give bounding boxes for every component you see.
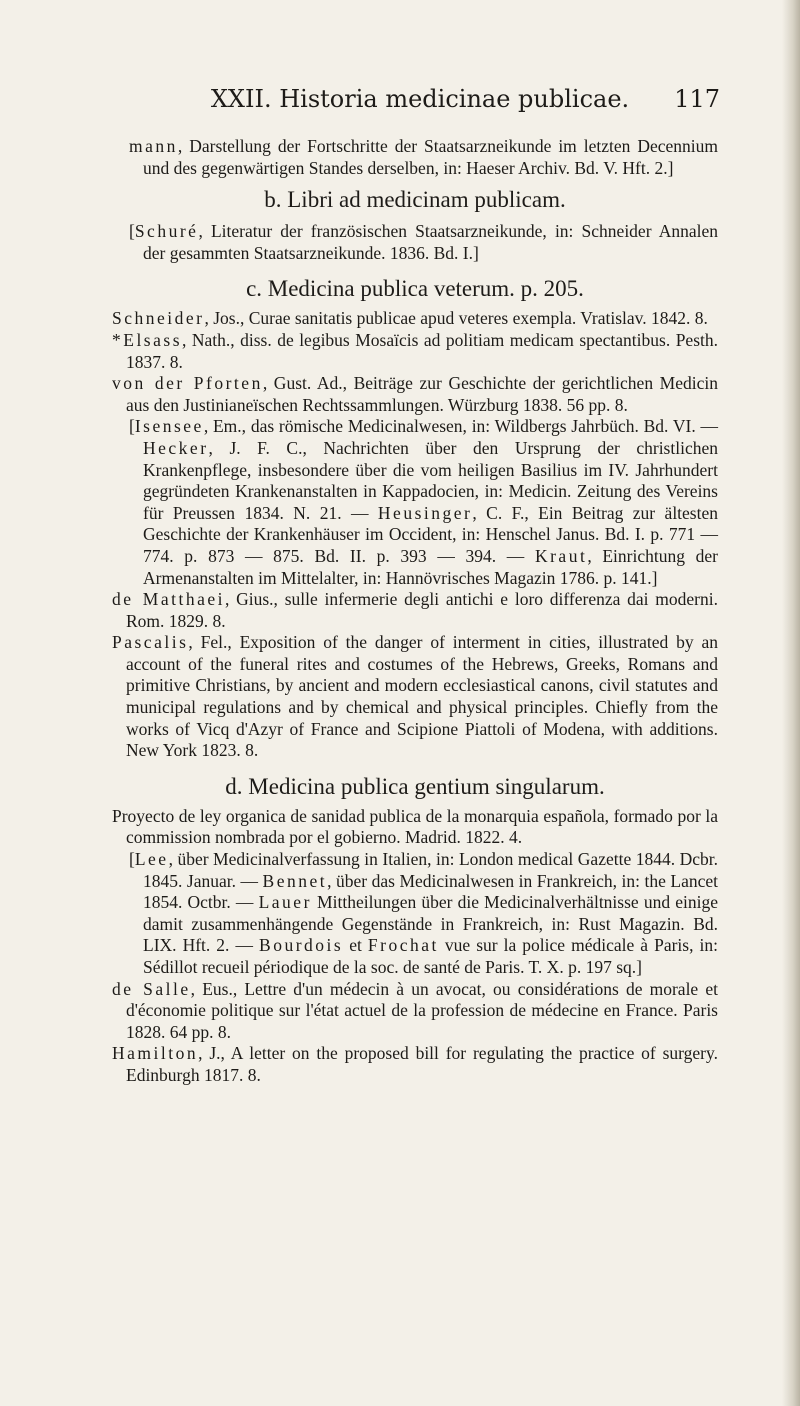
author-name: Lee <box>134 849 169 870</box>
author-name: Pascalis <box>112 632 189 653</box>
author-name: Hamilton <box>112 1043 199 1064</box>
section-heading-c: c. Medicina publica veterum. p. 205. <box>246 276 584 302</box>
author-name: Bourdois <box>259 935 344 956</box>
bibliography-entry: Hamilton, J., A letter on the proposed bill for regulating the practice of surgery. Edinburgh 1817. 8. <box>112 1043 718 1085</box>
page-body <box>112 136 718 1087</box>
author-name: *Elsass <box>112 329 182 350</box>
section-heading-b: b. Libri ad medicinam publicam. <box>264 187 566 213</box>
bracketed-references: [Lee, über Medicinalverfassung in Italien, in: London medical Gazette 1844. Dcbr. 1845. Januar. — Bennet, über das Medicinalwesen in Frankreich, in: the Lancet 1854. Octbr. — Lauer Mittheilungen über die Medicinalverhältnisse und einige damit zusammenhängende Gegenstände in Frankreich, in: Rust Magazin. Bd. LIX. Hft. 2. — Bourdois et Frochat vue sur la police médicale à Paris, in: Sédillot recueil périodique de la soc. de santé de Paris. T. X. p. 197 sq.] <box>129 849 718 977</box>
author-name: Hecker <box>143 437 209 458</box>
author-name: Heusinger <box>377 502 473 523</box>
bibliography-entry: Pascalis, Fel., Exposition of the danger of interment in cities, illustrated by an account of the funeral rites and costumes of the Hebrews, Greeks, Romans and primitive Christians, by ancient and modern ecclesiastical canons, civil statutes and municipal regulations and by chemical and physical principles. Chiefly from the works of Vicq d'Azyr of France and Scipione Piattoli of Modena, with additions. New York 1823. 8. <box>112 632 718 761</box>
bibliography-entry: [Schuré, Literatur der französischen Staatsarzneikunde, in: Schneider Annalen der gesammten Staatsarzneikunde. 1836. Bd. I.] <box>129 221 718 263</box>
bibliography-entry: von der Pforten, Gust. Ad., Beiträge zur Geschichte der gerichtlichen Medicin aus den Justinianeïschen Rechtssammlungen. Würzburg 1838. 56 pp. 8. <box>112 373 718 415</box>
author-name: Frochat <box>367 935 439 956</box>
header-title: XXII. Historia medicinae publicae. <box>210 85 630 113</box>
author-name: mann <box>129 136 178 156</box>
author-name: Kraut <box>534 545 588 566</box>
author-name: Schneider <box>112 308 205 329</box>
author-name: Isensee <box>134 416 204 437</box>
page-number: 117 <box>674 85 720 113</box>
author-name: de Salle <box>112 978 191 999</box>
author-name: Schuré <box>134 221 199 242</box>
author-name: von der Pforten <box>112 373 263 394</box>
bibliography-entry: de Matthaei, Gius., sulle infermerie degli antichi e loro differenza dai moderni. Rom. 1829. 8. <box>112 589 718 631</box>
bracketed-references: [Isensee, Em., das römische Medicinalwesen, in: Wildbergs Jahrbüch. Bd. VI. — Hecker, J. F. C., Nachrichten über den Ursprung der christlichen Krankenpflege, insbesondere über die vom heiligen Basilius im IV. Jahrhundert gegründeten Krankenanstalten in Kappadocien, in: Medicin. Zeitung des Vereins für Preussen 1834. N. 21. — Heusinger, C. F., Ein Beitrag zur ältesten Geschichte der Krankenhäuser im Occident, in: Henschel Janus. Bd. I. p. 771 — 774. p. 873 — 875. Bd. II. p. 393 — 394. — Kraut, Einrichtung der Armenanstalten im Mittelalter, in: Hannövrisches Magazin 1786. p. 141.] <box>129 416 719 588</box>
author-name: Bennet <box>262 870 328 891</box>
bibliography-entry: Proyecto de ley organica de sanidad publica de la monarquia española, formado por la commission nombrada por el gobierno. Madrid. 1822. 4. <box>112 805 718 848</box>
bibliography-entry: *Elsass, Nath., diss. de legibus Mosaïcis ad politiam medicam spectantibus. Pesth. 1837. 8. <box>112 329 718 372</box>
bibliography-entry: Schneider, Jos., Curae sanitatis publicae apud veteres exempla. Vratislav. 1842. 8. <box>112 308 708 329</box>
continuation-entry: mann, Darstellung der Fortschritte der Staatsarzneikunde im letzten Decennium und des gegenwärtigen Standes derselben, in: Haeser Archiv. Bd. V. Hft. 2.] <box>129 136 718 178</box>
author-name: Lauer <box>258 892 312 913</box>
author-name: de Matthaei <box>112 589 225 610</box>
bibliography-entry: de Salle, Eus., Lettre d'un médecin à un avocat, ou considérations de morale et d'économie politique sur l'état actuel de la profession de médecine en France. Paris 1828. 64 pp. 8. <box>112 978 718 1042</box>
section-heading-d: d. Medicina publica gentium singularum. <box>225 773 605 799</box>
page-edge <box>782 0 800 1406</box>
